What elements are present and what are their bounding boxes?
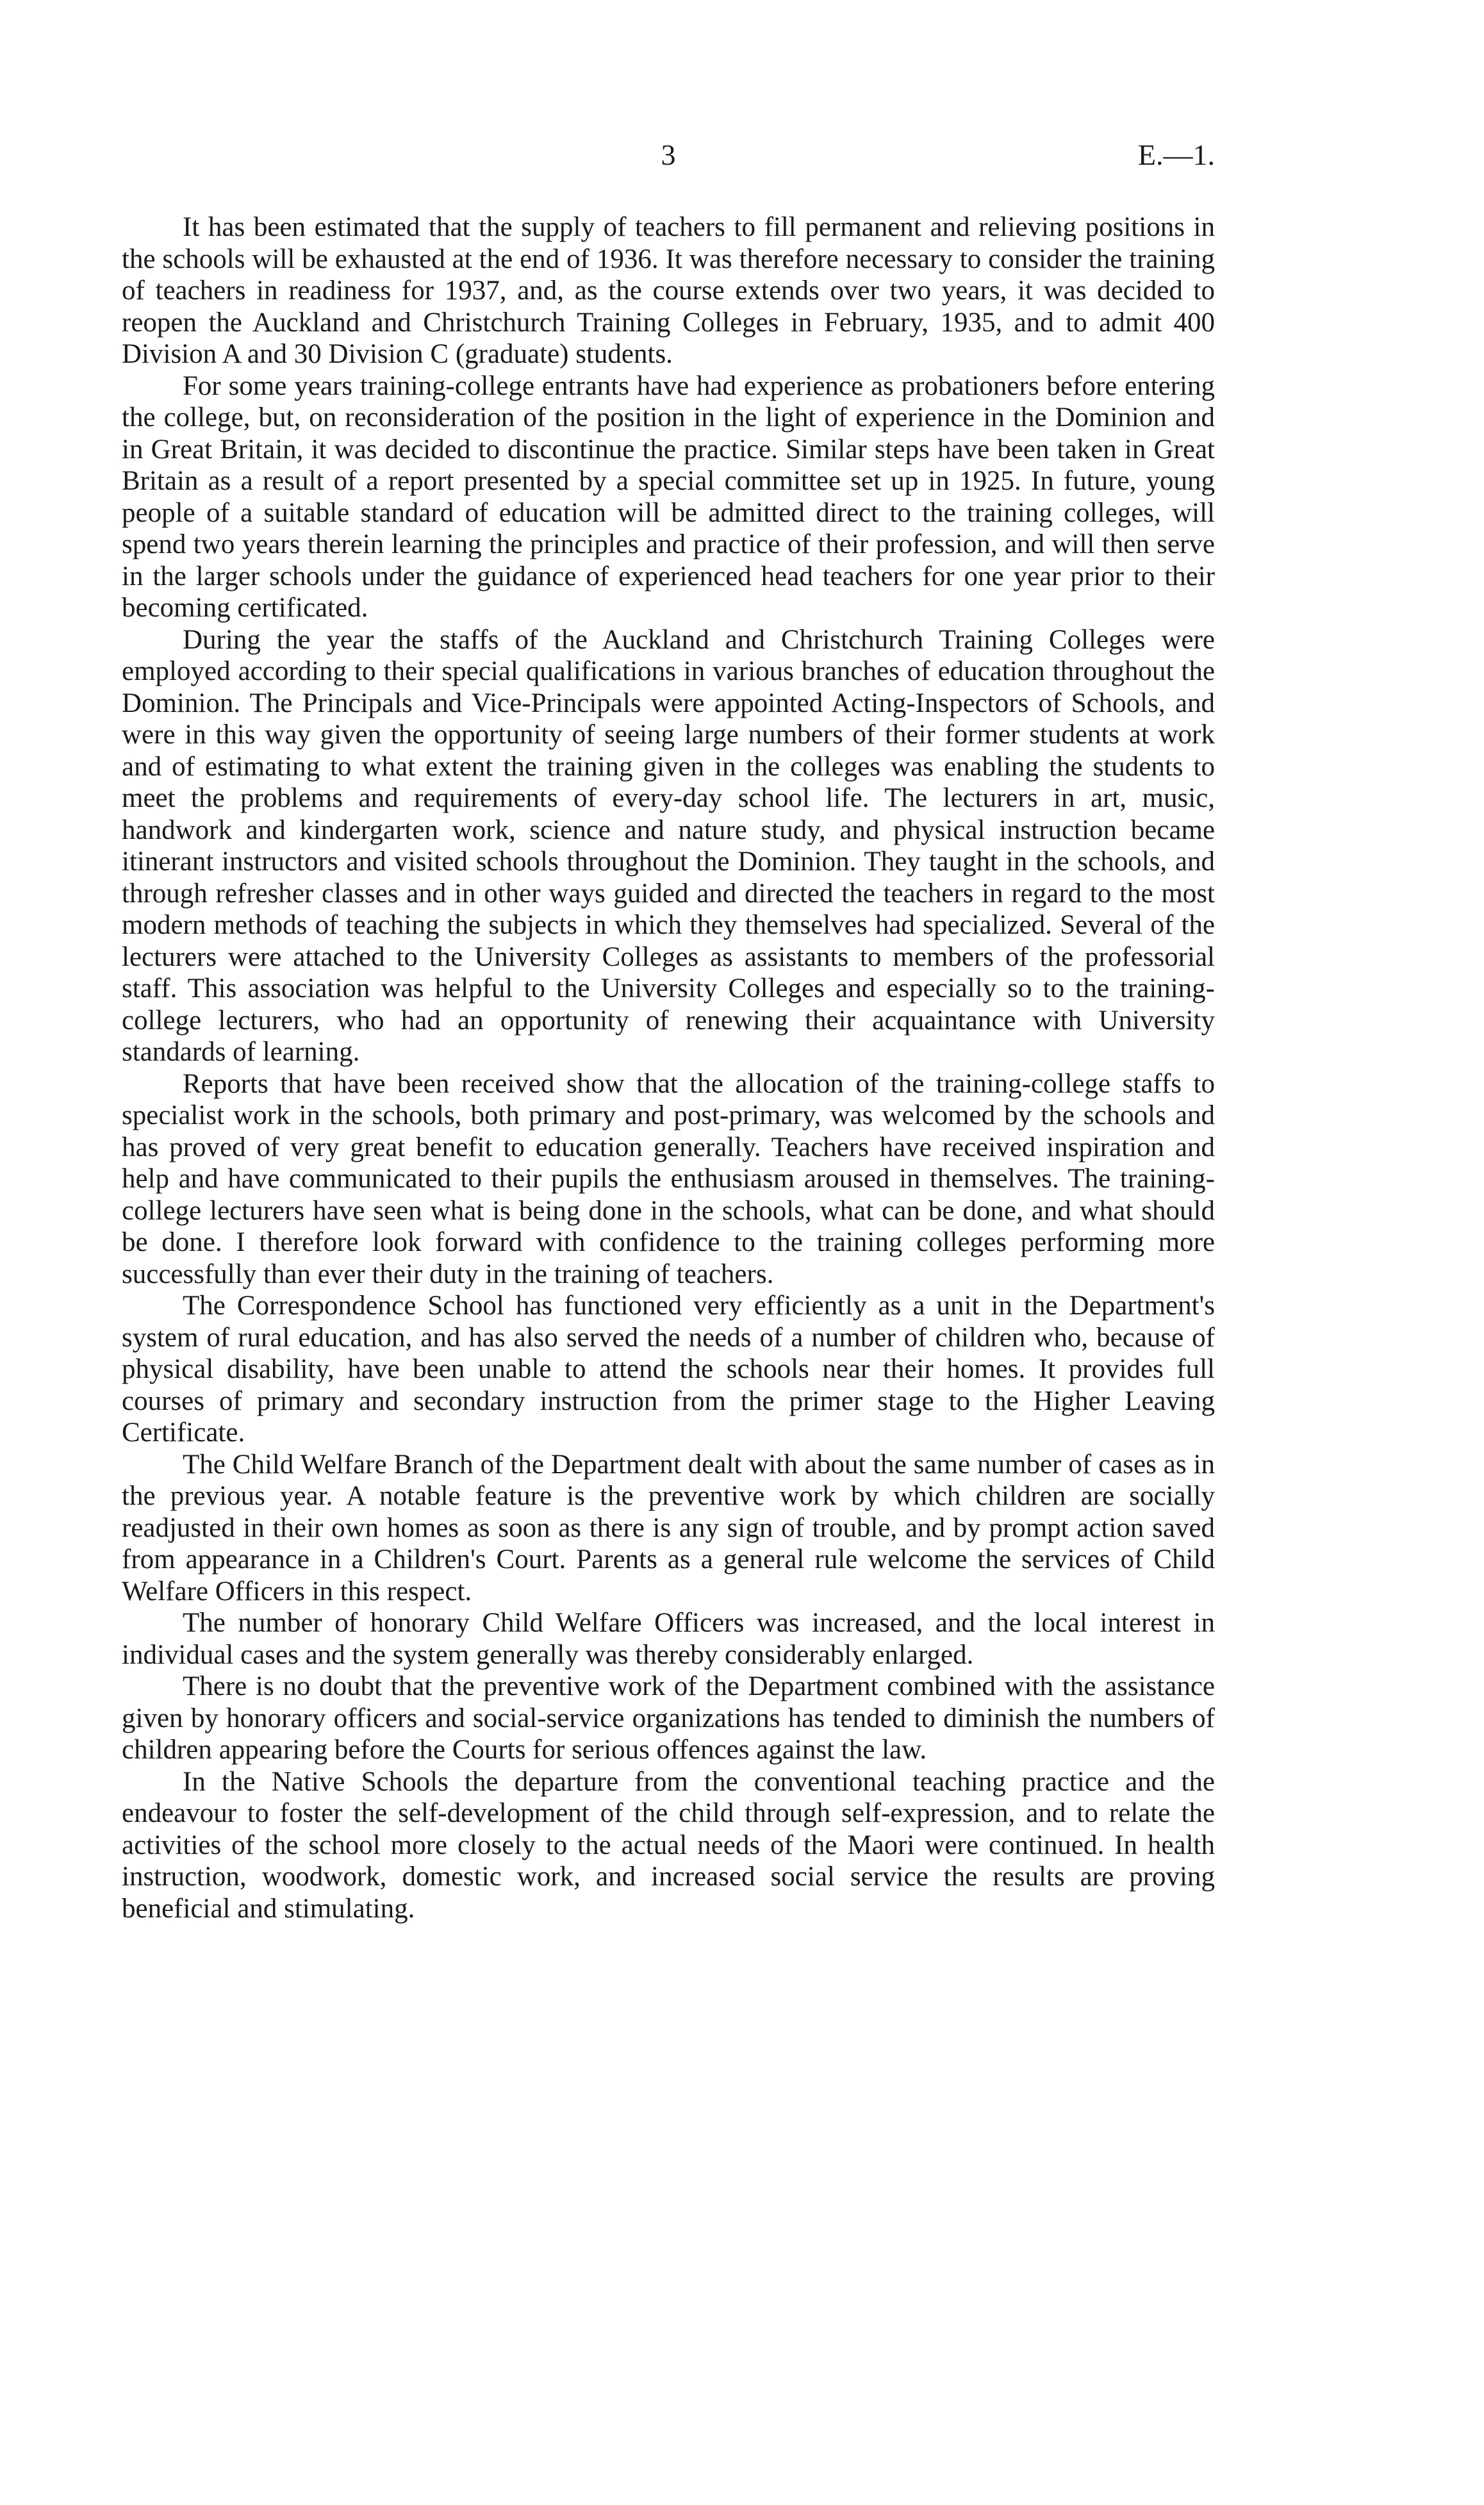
body-text xyxy=(122,211,1215,1924)
paragraph-teacher-supply: It has been estimated that the supply of teachers to fill permanent and relieving positions in the schools will be exhausted at the end of 1936. It was therefore necessary to consider the training of teachers in readiness for 1937, and, as the course extends over two years, it was decided to reopen the Auckland and Christchurch Training Colleges in February, 1935, and to admit 400 Division A and 30 Division C (graduate) students. xyxy=(122,212,1215,369)
paragraph-college-staffs: During the year the staffs of the Auckland and Christchurch Training Colleges were employed according to their special qualifications in various branches of education throughout the Dominion. The Principals and Vice-Principals were appointed Acting-Inspectors of Schools, and were in this way given the opportunity of seeing large numbers of their former students at work and of estimating to what extent the training given in the colleges was enabling the students to meet the problems and requirements of every-day school life. The lecturers in art, music, handwork and kindergarten work, science and nature study, and physical instruction became itinerant instructors and visited schools throughout the Dominion. They taught in the schools, and through refresher classes and in other ways guided and directed the teachers in regard to the most modern methods of teaching the subjects in which they themselves had specialized. Several of the lecturers were attached to the University Colleges as assistants to members of the professorial staff. This association was helpful to the University Colleges and especially so to the training-college lecturers, who had an opportunity of renewing their acquaintance with University standards of learning. xyxy=(122,624,1215,1067)
page-header xyxy=(122,138,1215,189)
paragraph-native-schools: In the Native Schools the departure from the conventional teaching practice and the endeavour to foster the self-development of the child through self-expression, and to relate the activities of the school more closely to the actual needs of the Maori were continued. In health instruction, woodwork, domestic work, and increased social service the results are proving beneficial and stimulating. xyxy=(122,1766,1215,1924)
paragraph-preventive-work: There is no doubt that the preventive work of the Department combined with the assistance given by honorary officers and social-service organizations has tended to diminish the numbers of children appearing before the Courts for serious offences against the law. xyxy=(122,1671,1215,1765)
paragraph-honorary-officers: The number of honorary Child Welfare Officers was increased, and the local interest in individual cases and the system generally was thereby considerably enlarged. xyxy=(122,1608,1215,1670)
page-number: 3 xyxy=(661,138,676,171)
paragraph-correspondence-school: The Correspondence School has functioned very efficiently as a unit in the Department's system of rural education, and has also served the needs of a number of children who, because of physical disability, have been unable to attend the schools near their homes. It provides full courses of primary and secondary instruction from the primer stage to the Higher Leaving Certificate. xyxy=(122,1291,1215,1448)
paragraph-probationers: For some years training-college entrants have had experience as probationers before entering the college, but, on reconsideration of the position in the light of experience in the Dominion and in Great Britain, it was decided to discontinue the practice. Similar steps have been taken in Great Britain as a result of a report presented by a special committee set up in 1925. In future, young people of a suitable standard of education will be admitted direct to the training colleges, will spend two years therein learning the principles and practice of their profession, and will then serve in the larger schools under the guidance of experienced head teachers for one year prior to their becoming certificated. xyxy=(122,370,1215,623)
paragraph-child-welfare: The Child Welfare Branch of the Department dealt with about the same number of cases as in the previous year. A notable feature is the preventive work by which children are socially readjusted in their own homes as soon as there is any sign of trouble, and by prompt action saved from appearance in a Children's Court. Parents as a general rule welcome the services of Child Welfare Officers in this respect. xyxy=(122,1449,1215,1607)
paragraph-reports: Reports that have been received show that the allocation of the training-college staffs to specialist work in the schools, both primary and post-primary, was welcomed by the schools and has proved of very great benefit to education generally. Teachers have received inspiration and help and have communicated to their pupils the enthusiasm aroused in themselves. The training-college lecturers have seen what is being done in the schools, what can be done, and what should be done. I therefore look forward with confidence to the training colleges performing more successfully than ever their duty in the training of teachers. xyxy=(122,1068,1215,1289)
document-reference: E.—1. xyxy=(1137,138,1215,171)
